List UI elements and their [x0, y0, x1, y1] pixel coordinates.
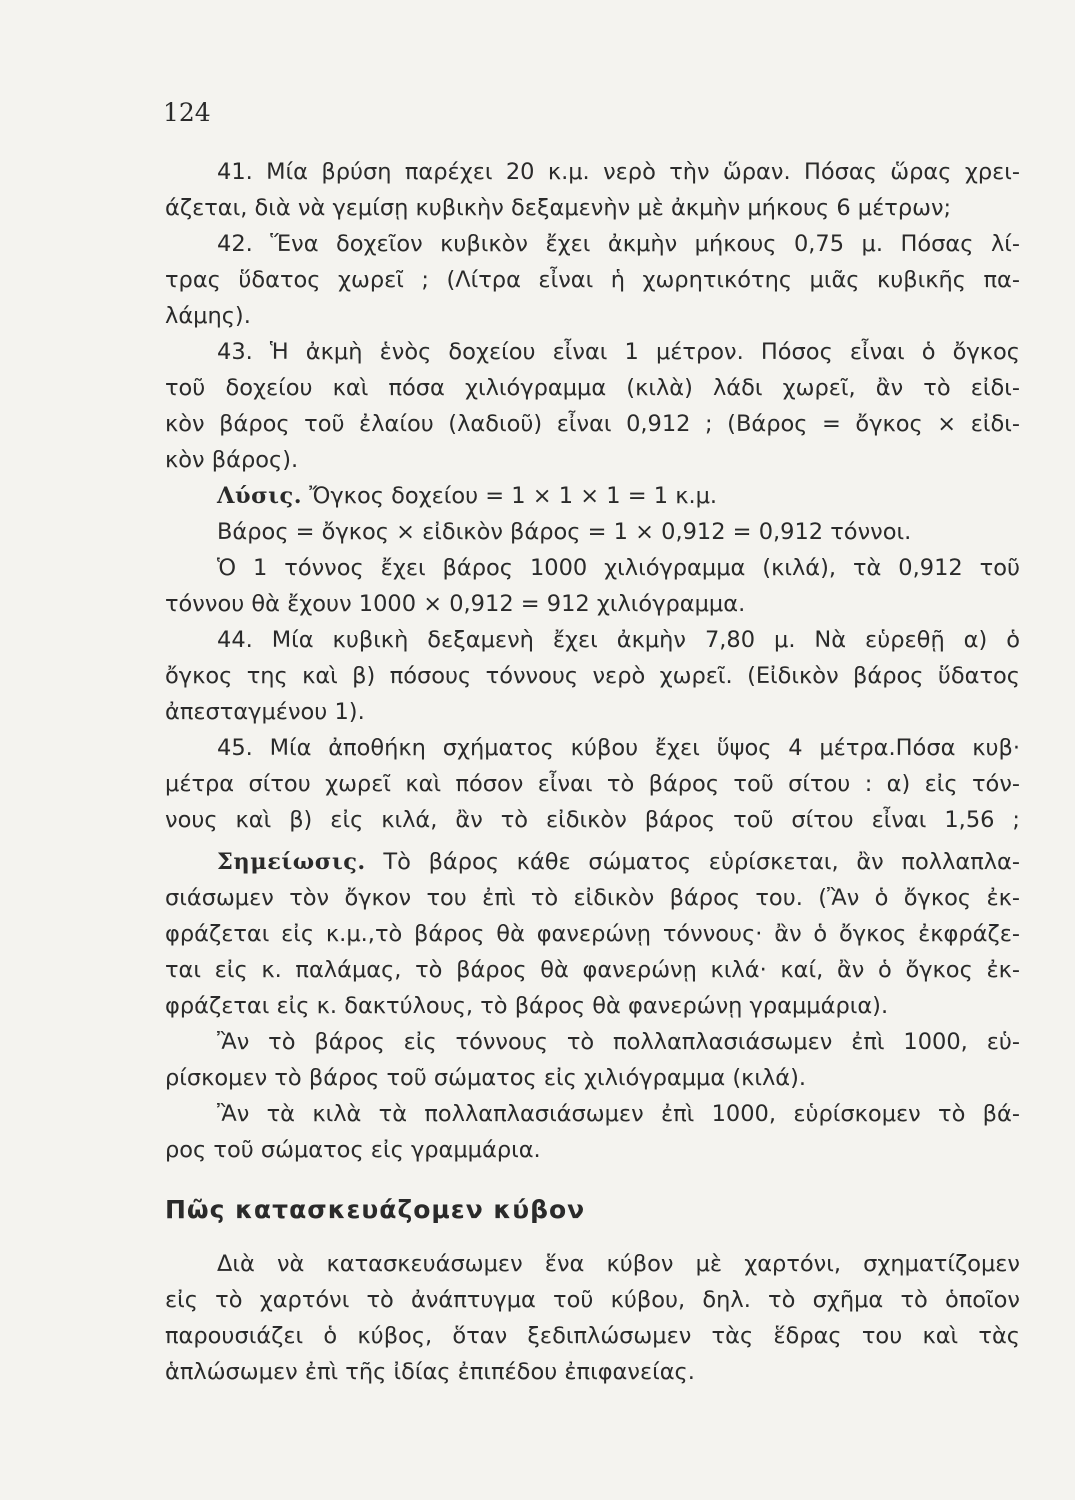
text-line: άζεται, διὰ νὰ γεμίσῃ κυβικὴν δεξαμενὴν μὲ ἀκμὴν μήκους 6 μέτρων; — [165, 195, 952, 221]
text-line: λάμης). — [165, 303, 251, 329]
text-line: τρας ὕδατος χωρεῖ ; (Λίτρα εἶναι ἡ χωρητικότης μιᾶς κυβικῆς πα- — [165, 267, 1020, 293]
text-line: τόννου θὰ ἔχουν 1000 × 0,912 = 912 χιλιόγραμμα. — [165, 591, 746, 617]
exercise-43 — [165, 334, 1020, 478]
text-line: Ἂν τὰ κιλὰ τὰ πολλαπλασιάσωμεν ἐπὶ 1000, εὑρίσκομεν τὸ βά- — [217, 1101, 1020, 1127]
text-line: Ὁ 1 τόννος ἔχει βάρος 1000 χιλιόγραμμα (κιλά), τὰ 0,912 τοῦ — [217, 555, 1020, 581]
text-line: 45. Μία ἀποθήκη σχήματος κύβου ἔχει ὕψος 4 μέτρα.Πόσα κυβ· — [217, 735, 1020, 761]
section-paragraph — [165, 1246, 1020, 1390]
text-line: Διὰ νὰ κατασκευάσωμεν ἕνα κύβον μὲ χαρτόνι, σχηματίζομεν — [217, 1251, 1020, 1277]
text-line: κὸν βάρος τοῦ ἐλαίου (λαδιοῦ) εἶναι 0,912 ; (Βάρος = ὄγκος × εἰδι- — [165, 411, 1020, 437]
text-line: κὸν βάρος). — [165, 447, 299, 473]
text-line: φράζεται εἰς κ. δακτύλους, τὸ βάρος θὰ φανερώνῃ γραμμάρια). — [165, 993, 889, 1019]
exercise-44 — [165, 622, 1020, 730]
text-line: ρίσκομεν τὸ βάρος τοῦ σώματος εἰς χιλιόγραμμα (κιλά). — [165, 1065, 807, 1091]
text-line: μέτρα σίτου χωρεῖ καὶ πόσον εἶναι τὸ βάρος τοῦ σίτου : α) εἰς τόν- — [165, 771, 1020, 797]
text-line: 41. Μία βρύση παρέχει 20 κ.μ. νερὸ τὴν ὥραν. Πόσας ὥρας χρει- — [217, 159, 1020, 185]
text-line: ἀπεσταγμένου 1). — [165, 699, 365, 725]
solution-text: Ὄγκος δοχείου = 1 × 1 × 1 = 1 κ.μ. — [309, 483, 718, 509]
note-line — [165, 844, 1020, 880]
text-line: 44. Μία κυβικὴ δεξαμενὴ ἔχει ἀκμὴν 7,80 μ. Νὰ εὑρεθῇ α) ὁ — [217, 627, 1020, 653]
text-line: 42. Ἕνα δοχεῖον κυβικὸν ἔχει ἀκμὴν μήκους 0,75 μ. Πόσας λί- — [217, 231, 1020, 257]
text-line: ται εἰς κ. παλάμας, τὸ βάρος θὰ φανερώνῃ κιλά· καί, ἂν ὁ ὄγκος ἐκ- — [165, 957, 1020, 983]
exercise-41 — [165, 154, 1020, 226]
text-line: νους καὶ β) εἰς κιλά, ἂν τὸ εἰδικὸν βάρος τοῦ σίτου εἶναι 1,56 ; — [165, 807, 1020, 833]
note-label: Σημείωσις. — [217, 849, 366, 875]
text-line: 43. Ἡ ἀκμὴ ἑνὸς δοχείου εἶναι 1 μέτρον. Πόσος εἶναι ὁ ὄγκος — [217, 339, 1020, 365]
text-line: φράζεται εἰς κ.μ.,τὸ βάρος θὰ φανερώνῃ τόννους· ἂν ὁ ὄγκος ἐκφράζε- — [165, 921, 1020, 947]
solution-label: Λύσις. — [217, 483, 303, 509]
text-line: σιάσωμεν τὸν ὄγκον του ἐπὶ τὸ εἰδικὸν βάρος του. (Ἂν ὁ ὄγκος ἐκ- — [165, 885, 1020, 911]
note-block — [165, 844, 1020, 1168]
page-body — [165, 154, 1020, 1390]
note-text: Τὸ βάρος κάθε σώματος εὑρίσκεται, ἂν πολλαπλα- — [383, 849, 1021, 875]
section-heading: Πῶς κατασκευάζομεν κύβον — [165, 1195, 586, 1224]
page-number: 124 — [163, 98, 211, 127]
text-line: Βάρος = ὄγκος × εἰδικὸν βάρος = 1 × 0,912 = 0,912 τόννοι. — [217, 519, 912, 545]
text-line: ὄγκος της καὶ β) πόσους τόννους νερὸ χωρεῖ. (Εἰδικὸν βάρος ὕδατος — [165, 663, 1020, 689]
text-line: ρος τοῦ σώματος εἰς γραμμάρια. — [165, 1137, 541, 1163]
text-line: ἁπλώσωμεν ἐπὶ τῆς ἰδίας ἐπιπέδου ἐπιφανείας. — [165, 1359, 695, 1385]
solution-line — [165, 478, 1020, 514]
exercise-45 — [165, 730, 1020, 838]
text-line: εἰς τὸ χαρτόνι τὸ ἀνάπτυγμα τοῦ κύβου, δηλ. τὸ σχῆμα τὸ ὁποῖον — [165, 1287, 1020, 1313]
solution-block — [165, 478, 1020, 622]
text-line: παρουσιάζει ὁ κύβος, ὅταν ξεδιπλώσωμεν τὰς ἕδρας του καὶ τὰς — [165, 1323, 1020, 1349]
exercise-42 — [165, 226, 1020, 334]
text-line: τοῦ δοχείου καὶ πόσα χιλιόγραμμα (κιλὰ) λάδι χωρεῖ, ἂν τὸ εἰδι- — [165, 375, 1020, 401]
text-line: Ἂν τὸ βάρος εἰς τόννους τὸ πολλαπλασιάσωμεν ἐπὶ 1000, εὑ- — [217, 1029, 1020, 1055]
